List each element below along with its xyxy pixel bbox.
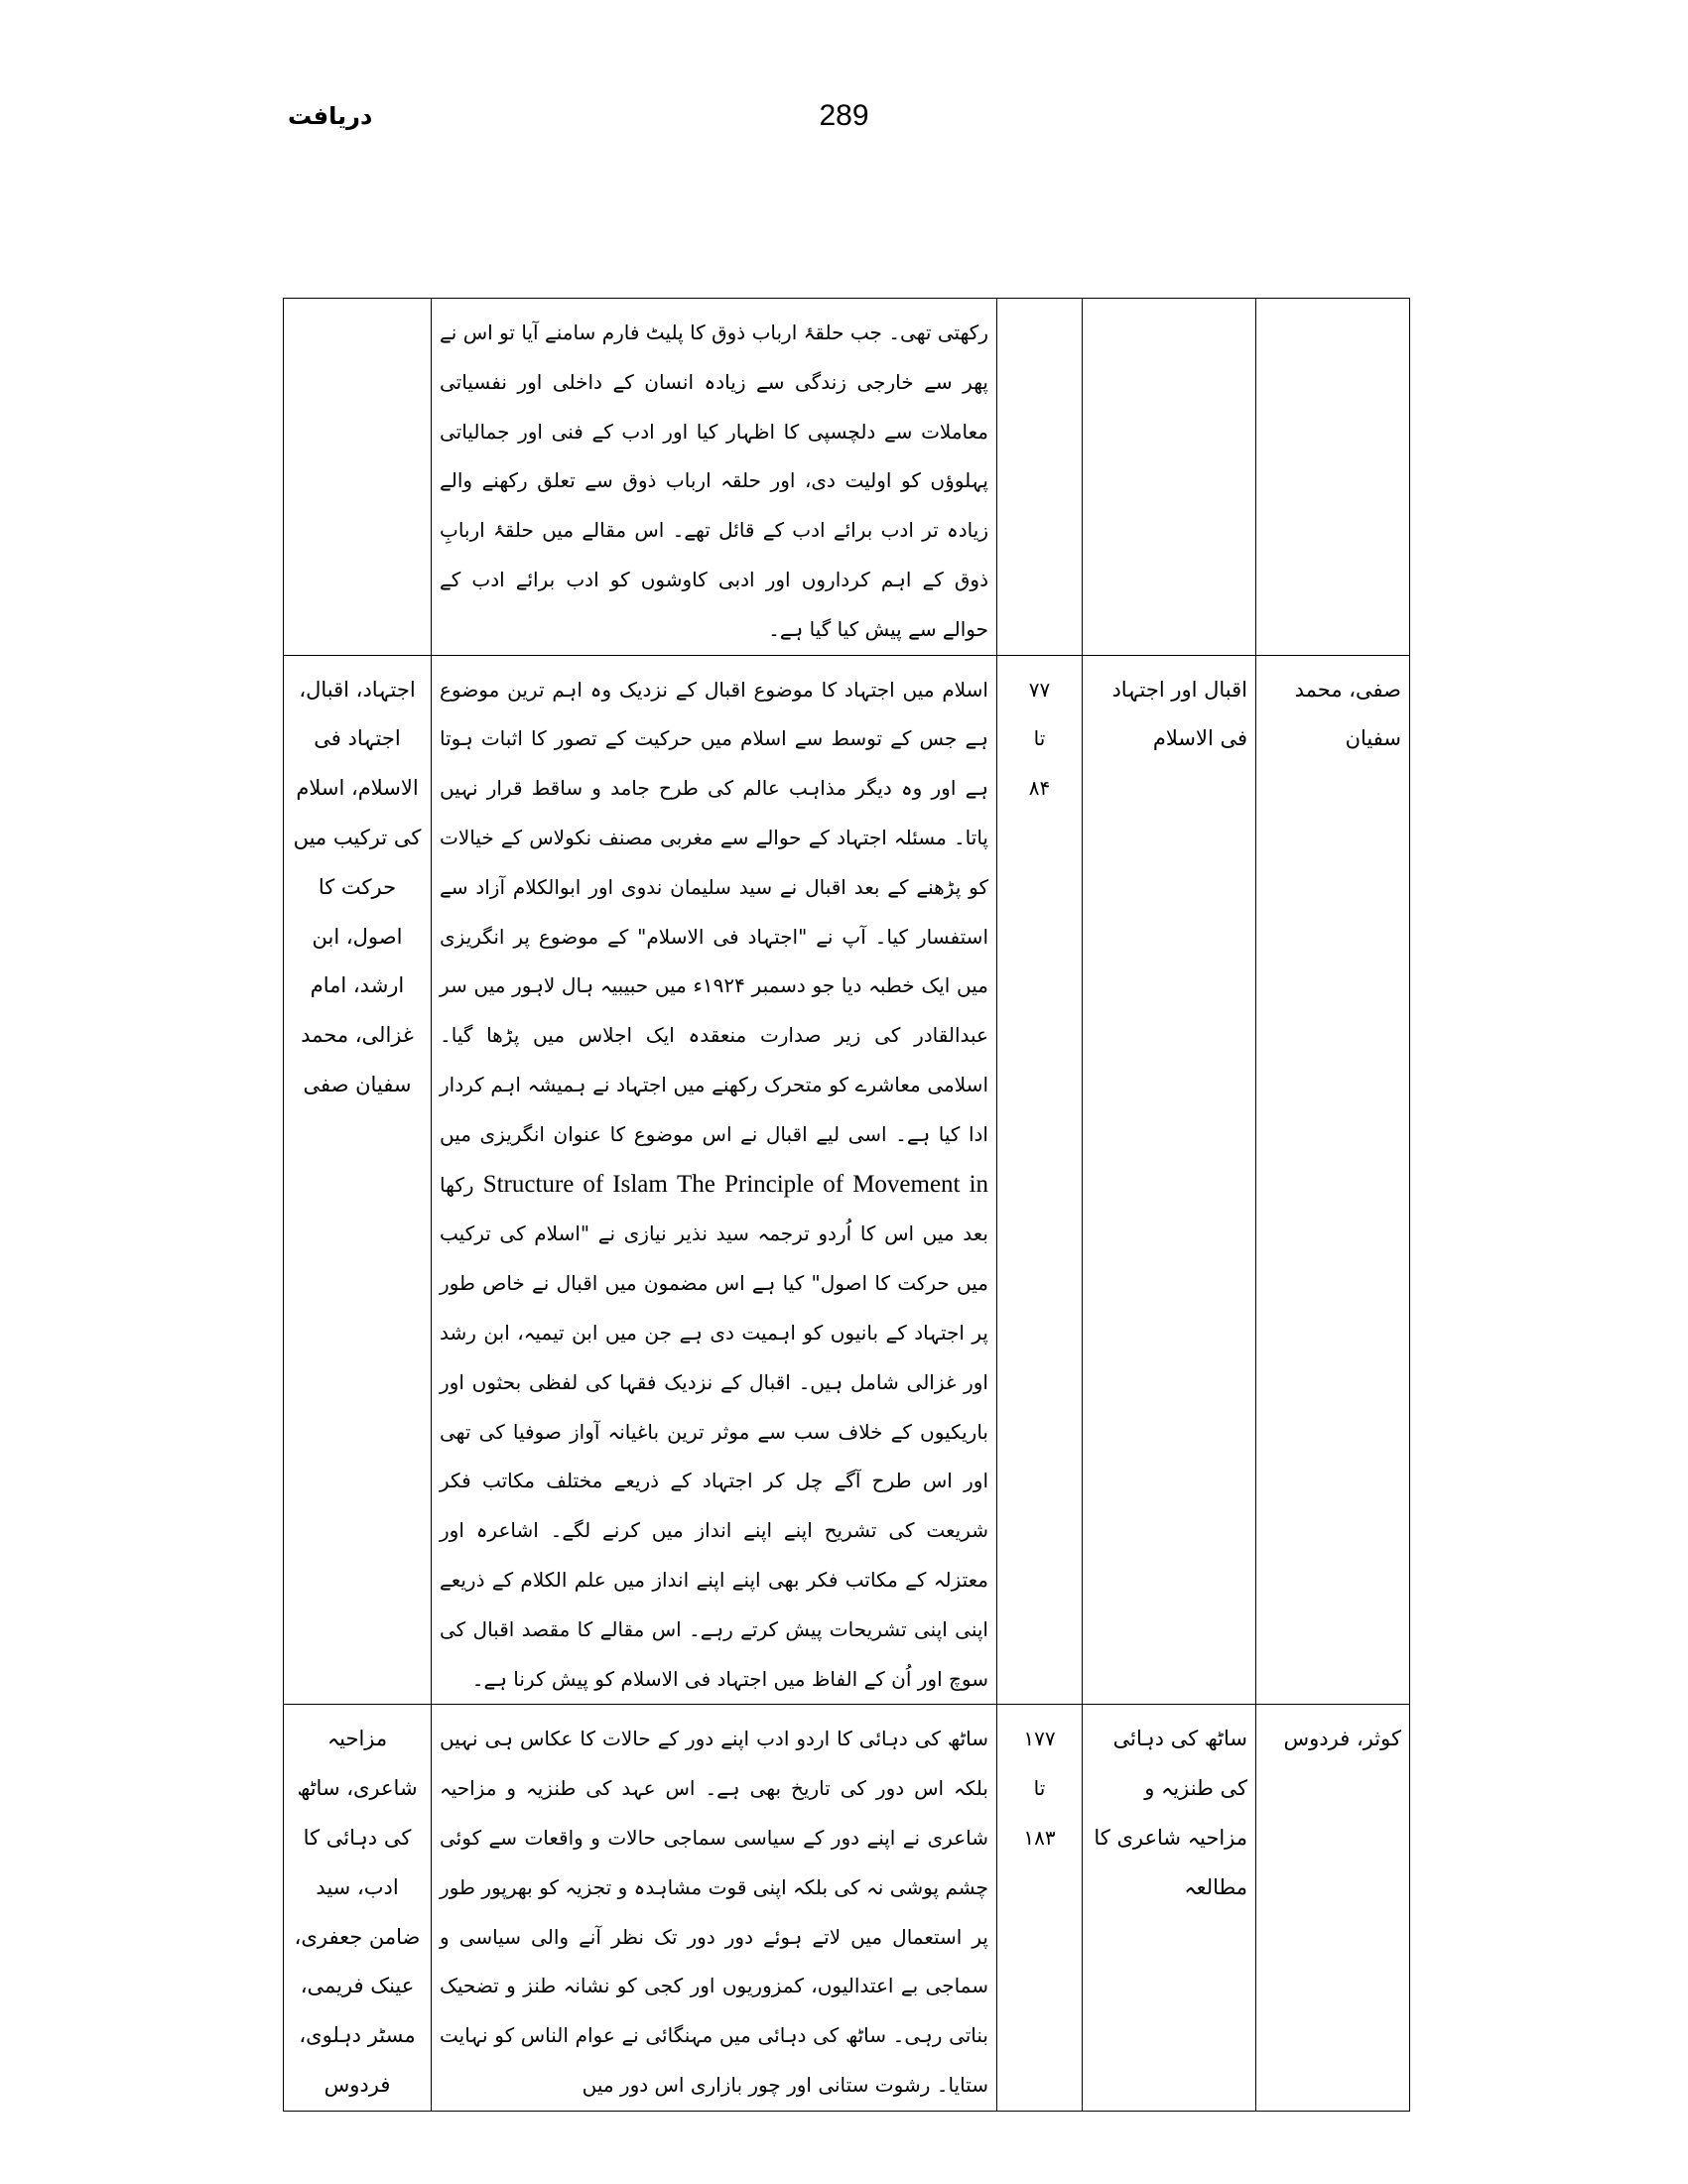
pages-cell [997,299,1083,656]
abstract-cell [432,1705,997,2111]
page-end: ۱۸۳ [1023,1825,1056,1850]
english-title-part-2: Structure of Islam [482,1170,668,1198]
author-cell [1256,655,1410,1705]
article-title: ساٹھ کی دہائی کی طنزیہ و مزاحیہ شاعری کا مطالعہ [1094,1727,1247,1899]
title-cell [1083,299,1256,656]
title-cell [1083,655,1256,1705]
abstract-text: رکھتی تھی۔ جب حلقۂ ارباب ذوق کا پلیٹ فارم سامنے آیا تو اس نے پھر سے خارجی زندگی سے زیادہ انسان کے داخلی اور نفسیاتی معاملات سے دلچسپی کا اظہار کیا اور ادب کے فنی اور جمالیاتی پہلوؤں کو اولیت دی، اور حلقہ ارباب ذوق سے تعلق رکھنے والے زیادہ تر ادب برائے ادب کے قائل تھے۔ اس مقالے میں حلقۂ اربابِ ذوق کے اہم کرداروں اور ادبی کاوشوں کو ادب برائے ادب کے حوالے سے پیش کیا گیا ہے۔ [440,321,988,641]
keywords-cell [284,299,432,656]
abstract-text: ساٹھ کی دہائی کا اردو ادب اپنے دور کے حالات کا عکاس ہی نہیں بلکہ اس دور کی تاریخ بھی ہے۔ اس عہد کی طنزیہ و مزاحیہ شاعری نے اپنے دور کے سیاسی سماجی حالات و واقعات سے کوئی چشم پوشی نہ کی بلکہ اپنی قوت مشاہدہ و تجزیہ کو بھرپور طور پر استعمال میں لاتے ہوئے دور دور تک نظر آنے والی سیاسی و سماجی بے اعتدالیوں، کمزوریوں اور کجی کو نشانہ طنز و تضحیک بناتی رہی۔ ساٹھ کی دہائی میں مہنگائی نے عوام الناس کو نہایت ستایا۔ رشوت ستانی اور چور بازاری اس دور میں [440,1727,988,2097]
keywords-text: اجتہاد، اقبال، اجتہاد فی الاسلام، اسلام کی ترکیب میں حرکت کا اصول، ابن ارشد، امام غزالی، محمد سفیان صفی [293,677,422,1096]
english-title-part-1: The Principle of Movement in [677,1170,989,1198]
table-row [284,655,1410,1705]
page-start: ۱۷۷ [1023,1727,1056,1751]
page-range-separator: تا [1033,726,1046,751]
page-start: ۷۷ [1028,677,1051,702]
table-row [284,1705,1410,2111]
keywords-text: مزاحیہ شاعری، ساٹھ کی دہائی کا ادب، سید ضامن جعفری، عینک فریمی، مسٹر دہلوی، فردوس [294,1727,421,2097]
pages-cell [997,1705,1083,2111]
page-number: 289 [819,99,869,132]
abstract-part-2: رکھا بعد میں اس کا اُردو ترجمہ سید نذیر نیازی نے "اسلام کی ترکیب میں حرکت کا اصول" کیا ہے اس مضمون میں اقبال نے خاص طور پر اجتہاد کے بانیوں کو اہمیت دی ہے جن میں ابن تیمیہ، ابن رشد اور غزالی شامل ہیں۔ اقبال کے نزدیک فقہا کی لفظی بحثوں اور باریکیوں کے خلاف سب سے موثر ترین باغیانہ آواز صوفیا کی تھی اور اس طرح آگے چل کر اجتہاد کے ذریعے مختلف مکاتب فکر شریعت کی تشریح اپنے اپنے انداز میں کرنے لگے۔ اشاعرہ اور معتزلہ کے مکاتب فکر بھی اپنے اپنے انداز میں علم الکلام کے ذریعے اپنی اپنی تشریحات پیش کرتے رہے۔ اس مقالے کا مقصد اقبال کی سوچ اور اُن کے الفاظ میں اجتہاد فی الاسلام کو پیش کرنا ہے۔ [440,1172,988,1691]
abstract-cell [432,655,997,1705]
page-end: ۸۴ [1028,776,1051,801]
keywords-cell [284,655,432,1705]
author-name: کوثر، فردوس [1283,1727,1401,1751]
page-range-separator: تا [1033,1776,1046,1801]
author-name: صفی، محمد سفیان [1294,677,1401,751]
author-cell [1256,1705,1410,2111]
abstract-part-1: اسلام میں اجتہاد کا موضوع اقبال کے نزدیک وہ اہم ترین موضوع ہے جس کے توسط سے اسلام میں حرکیت کے تصور کا اثبات ہوتا ہے اور وہ دیگر مذاہب عالم کی طرح جامد و ساقط قرار نہیں پاتا۔ مسئلہ اجتہاد کے حوالے سے مغربی مصنف نکولاس کے خیالات کو پڑھنے کے بعد اقبال نے سید سلیمان ندوی اور ابوالکلام آزاد سے استفسار کیا۔ آپ نے "اجتہاد فی الاسلام" کے موضوع پر انگریزی میں ایک خطبہ دیا جو دسمبر ۱۹۲۴ء میں حبیبیہ ہال لاہور میں سر عبدالقادر کی زیر صدارت منعقدہ ایک اجلاس میں پڑھا گیا۔ اسلامی معاشرے کو متحرک رکھنے میں اجتہاد نے ہمیشہ اہم کردار ادا کیا ہے۔ اسی لیے اقبال نے اس موضوع کا عنوان انگریزی میں [440,677,988,1146]
abstract-cell [432,299,997,656]
author-cell [1256,299,1410,656]
table-row [284,299,1410,656]
pages-cell [997,655,1083,1705]
title-cell [1083,1705,1256,2111]
keywords-cell [284,1705,432,2111]
abstract-text [440,666,988,1705]
journal-name: دریافت [288,102,373,130]
index-table [283,298,1410,2112]
article-title: اقبال اور اجتہاد فی الاسلام [1111,677,1247,751]
